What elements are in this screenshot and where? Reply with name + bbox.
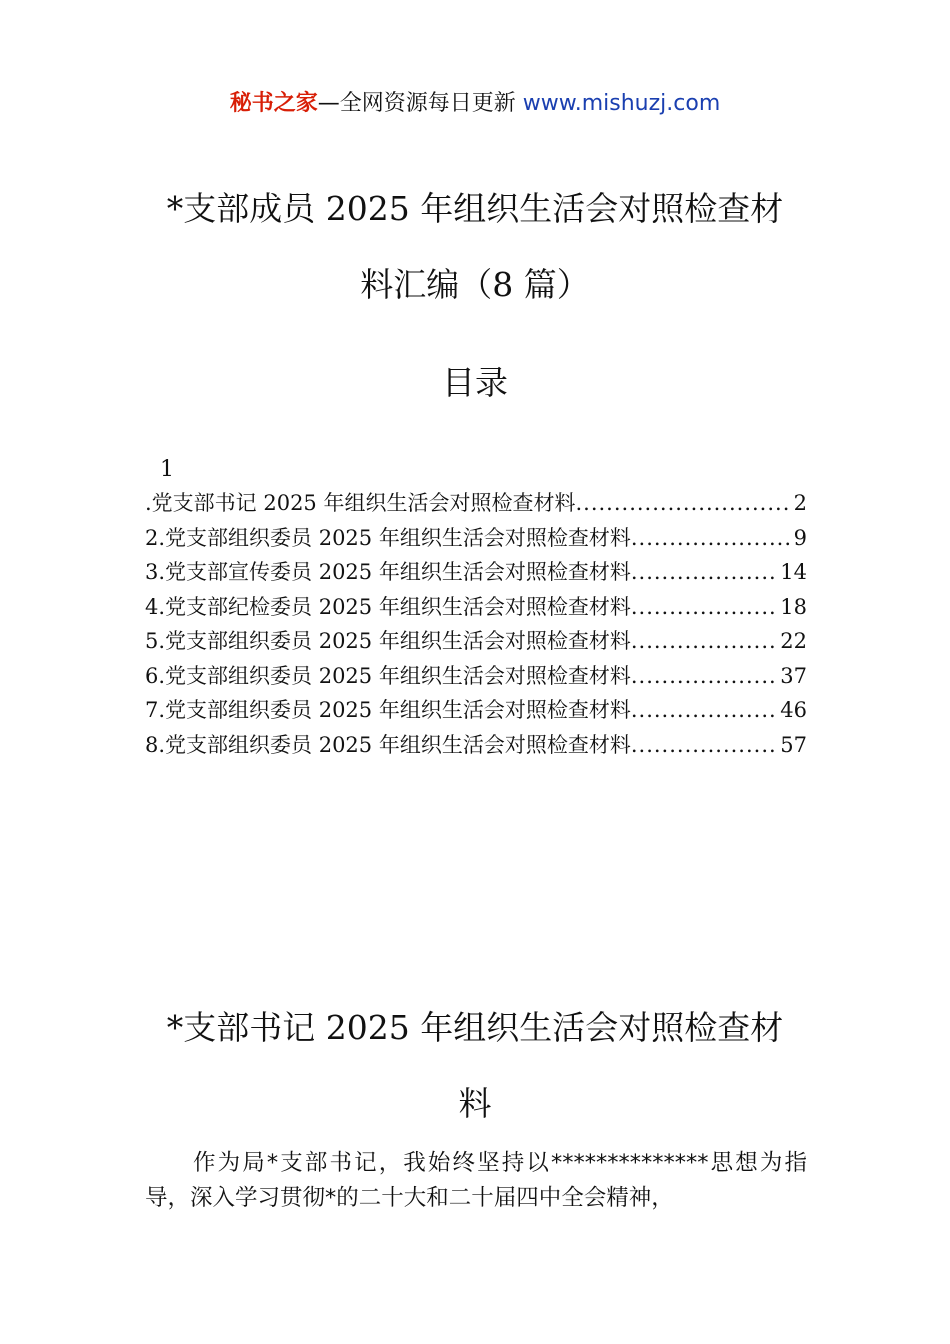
toc-entry[interactable] [145, 486, 807, 521]
toc-leader [631, 521, 792, 556]
body-paragraph: 作为局*支部书记，我始终坚持以**************思想为指导，深入学习贯彻*的二十大和二十届四中全会精神， [145, 1150, 807, 1211]
document-title [145, 171, 805, 323]
toc-heading: 目录 [442, 363, 508, 402]
document-title-line1: *支部成员 2025 年组织生活会对照检查材 [166, 189, 784, 228]
toc-leader [631, 659, 778, 694]
toc-entry[interactable] [145, 659, 807, 694]
toc-entry[interactable] [145, 521, 807, 556]
toc-page-number: 37 [780, 663, 807, 688]
document-title-line2: 料汇编（8 篇） [360, 265, 590, 304]
toc-entry-text: 2.党支部组织委员 2025 年组织生活会对照检查材料 [145, 525, 631, 550]
toc-page-number: 57 [780, 732, 807, 757]
toc-entry[interactable] [145, 693, 807, 728]
toc-first-number: 1 [160, 457, 174, 482]
section-title-line1: *支部书记 2025 年组织生活会对照检查材 [166, 1008, 784, 1047]
toc-entry-text: 5.党支部组织委员 2025 年组织生活会对照检查材料 [145, 629, 631, 653]
toc-entry[interactable] [145, 624, 807, 659]
banner-brand: 秘书之家 [229, 91, 318, 116]
toc-leader [631, 624, 778, 659]
toc-page-number: 46 [780, 698, 807, 722]
toc-leader [631, 555, 778, 590]
toc-entry[interactable] [145, 590, 807, 625]
toc-page-number: 9 [793, 525, 807, 550]
toc-leader [631, 590, 778, 625]
toc-leader [631, 693, 778, 728]
toc-page-number: 22 [780, 629, 807, 653]
toc-leader [575, 486, 791, 521]
toc-entry-text: 8.党支部组织委员 2025 年组织生活会对照检查材料 [145, 732, 631, 757]
section-title [145, 990, 805, 1142]
toc-page-number: 14 [780, 560, 807, 584]
toc-entry-text: 3.党支部宣传委员 2025 年组织生活会对照检查材料 [145, 560, 631, 584]
banner-slogan: —全网资源每日更新 [317, 91, 516, 116]
toc-entry-text: .党支部书记 2025 年组织生活会对照检查材料 [145, 491, 576, 515]
section-title-line2: 料 [458, 1084, 492, 1123]
toc-entry[interactable] [145, 728, 807, 763]
toc-page-number: 18 [780, 594, 807, 619]
table-of-contents [145, 486, 807, 762]
toc-entry-text: 6.党支部组织委员 2025 年组织生活会对照检查材料 [145, 663, 631, 688]
toc-leader [631, 728, 778, 763]
toc-page-number: 2 [793, 491, 807, 515]
toc-entry[interactable] [145, 555, 807, 590]
banner-url-link[interactable]: www.mishuzj.com [522, 91, 721, 116]
site-banner [0, 88, 950, 120]
toc-entry-text: 4.党支部纪检委员 2025 年组织生活会对照检查材料 [145, 594, 631, 619]
toc-entry-text: 7.党支部组织委员 2025 年组织生活会对照检查材料 [145, 698, 631, 722]
